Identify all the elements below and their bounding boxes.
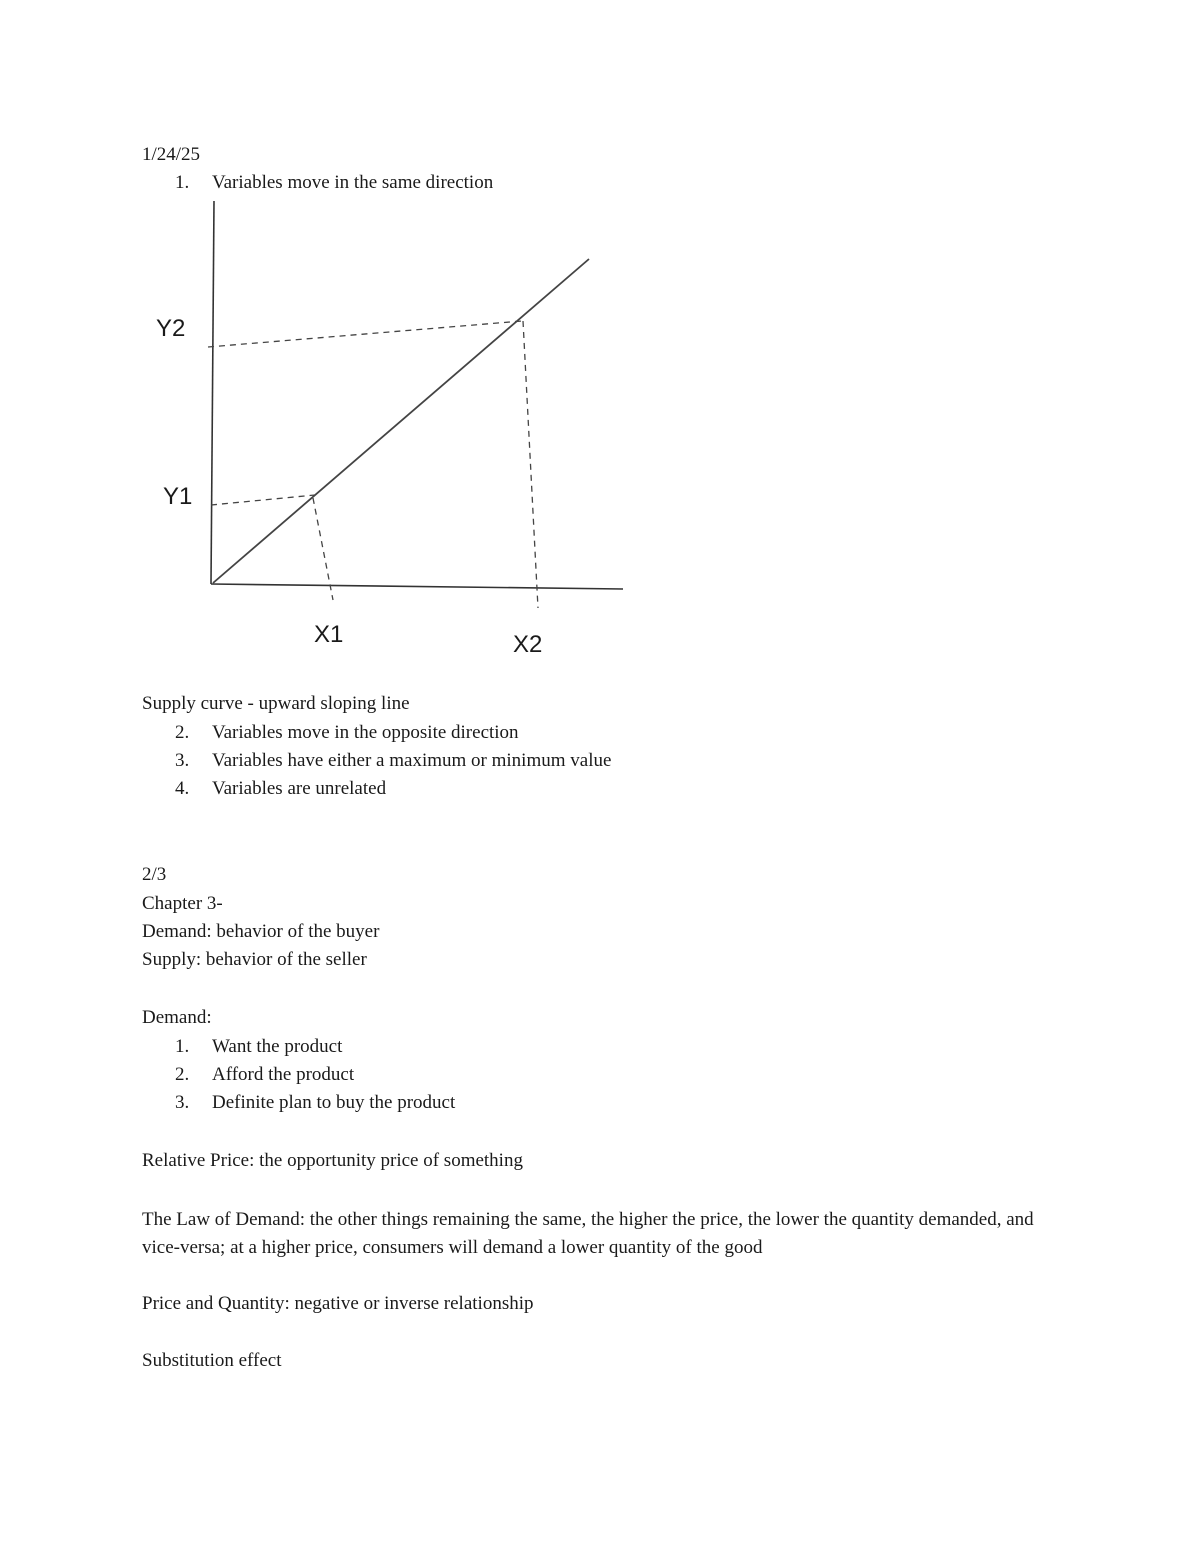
list-number: 2. [175, 722, 190, 743]
list-text: Variables move in the opposite direction [212, 722, 519, 743]
x-axis [211, 584, 623, 589]
supply-caption: Supply curve - upward sloping line [142, 693, 410, 714]
demand-definition: Demand: behavior of the buyer [142, 921, 380, 942]
y2-guide [208, 321, 522, 347]
positive-relationship-graph [0, 0, 1200, 680]
list-number: 3. [175, 750, 190, 771]
list-number: 4. [175, 778, 190, 799]
price-quantity-note: Price and Quantity: negative or inverse relationship [142, 1293, 534, 1314]
list-number: 1. [175, 1036, 190, 1057]
demand-heading: Demand: [142, 1007, 212, 1028]
supply-definition: Supply: behavior of the seller [142, 949, 367, 970]
list-text: Variables are unrelated [212, 778, 387, 799]
list-number: 3. [175, 1092, 190, 1113]
relative-price-definition: Relative Price: the opportunity price of something [142, 1150, 523, 1171]
date-heading-1: 1/24/25 [142, 144, 201, 165]
list-text: Want the product [212, 1036, 343, 1057]
list-text: Definite plan to buy the product [212, 1092, 456, 1113]
date-heading-2: 2/3 [142, 864, 167, 885]
y1-guide [211, 495, 315, 505]
y2-label: Y2 [156, 315, 186, 342]
substitution-effect-heading: Substitution effect [142, 1350, 282, 1371]
list-number: 1. [175, 172, 190, 193]
y-axis [211, 201, 214, 584]
x2-label: X2 [513, 631, 543, 658]
list-text: Variables have either a maximum or minimum value [212, 750, 612, 771]
y1-label: Y1 [163, 483, 193, 510]
chapter-heading: Chapter 3- [142, 893, 223, 914]
supply-line [213, 259, 589, 583]
list-text: Afford the product [212, 1064, 355, 1085]
list-text: Variables move in the same direction [212, 172, 494, 193]
law-of-demand-paragraph: The Law of Demand: the other things remaining the same, the higher the price, the lower the quantity demanded, and vice-versa; at a higher price, consumers will demand a lower quantity of the good [142, 1209, 1034, 1258]
x1-label: X1 [314, 621, 344, 648]
list-number: 2. [175, 1064, 190, 1085]
x2-guide [523, 321, 538, 608]
